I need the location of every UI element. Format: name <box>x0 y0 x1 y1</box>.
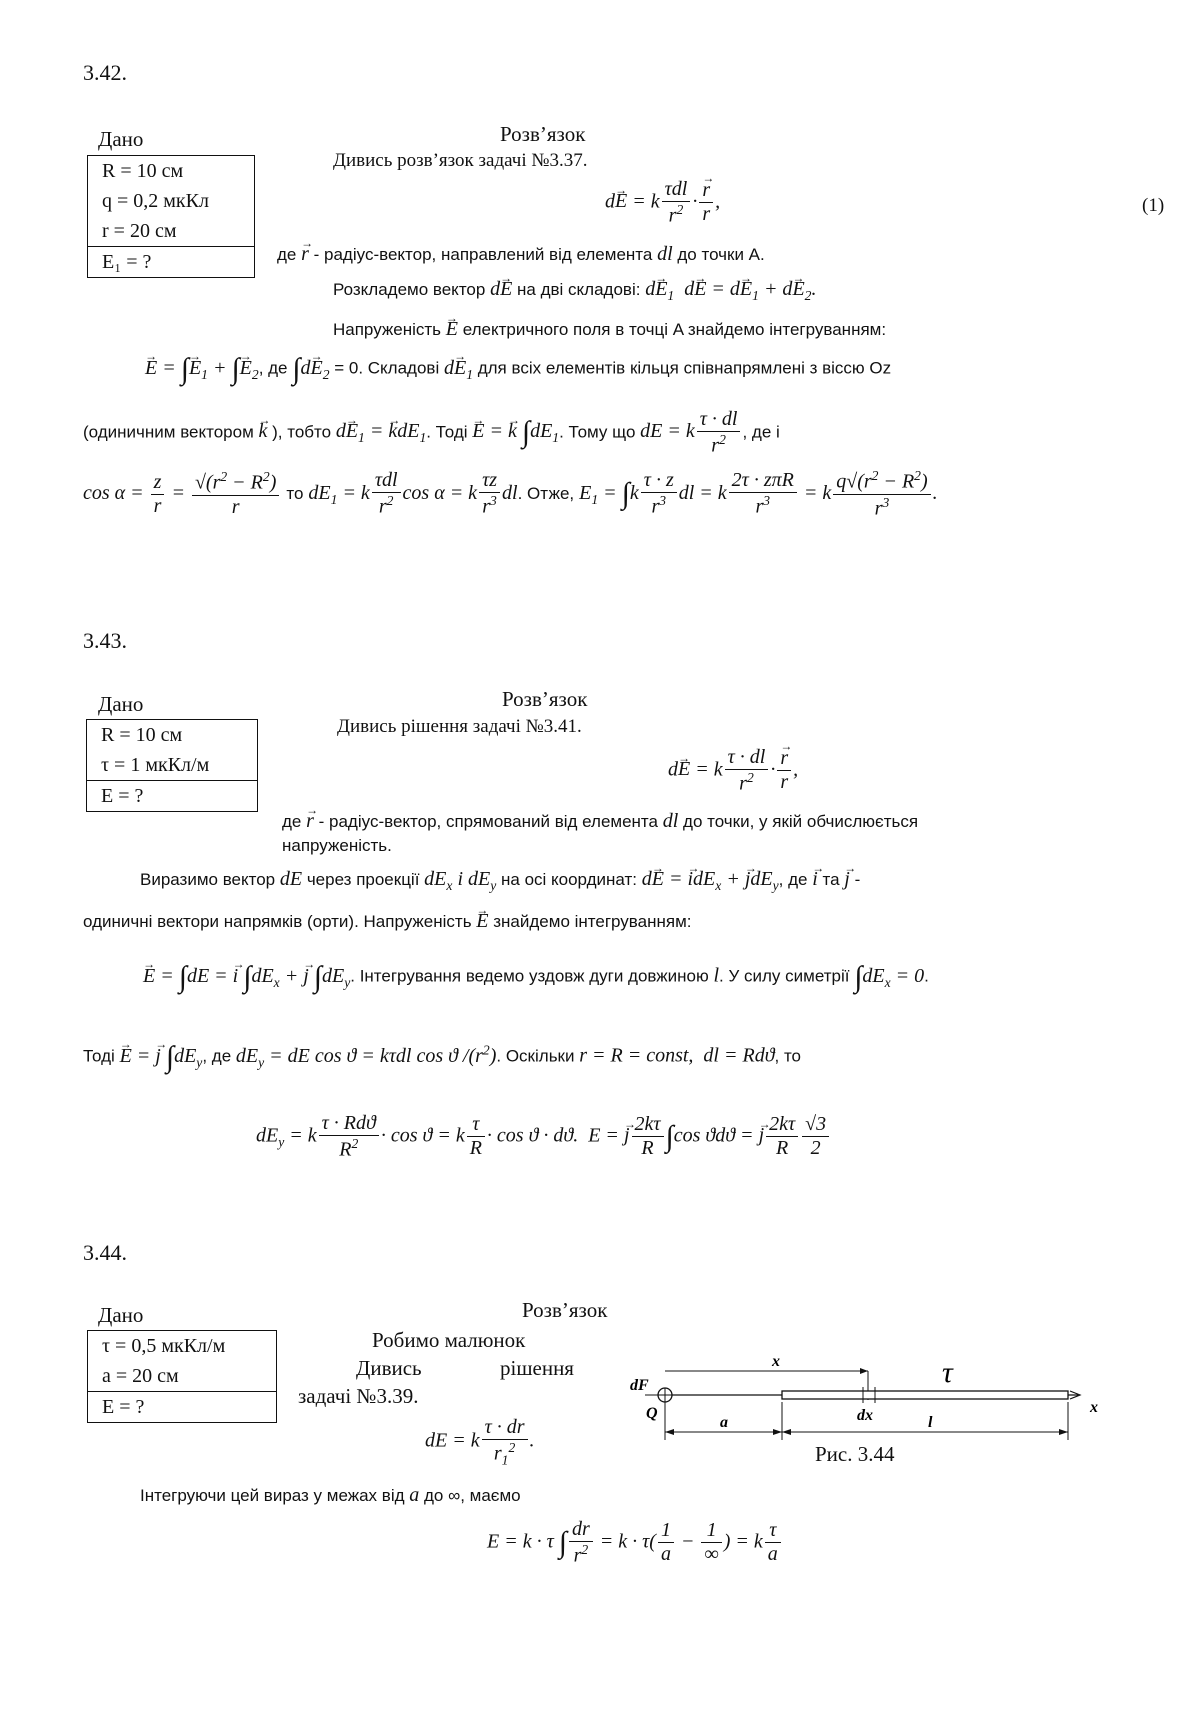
text: (одиничним вектором <box>83 422 254 442</box>
arrow-head <box>773 1429 782 1435</box>
problem-number-3-43: 3.43. <box>83 628 127 653</box>
text: через проекції <box>306 870 420 889</box>
text: на осі координат: <box>501 870 638 889</box>
given-item: τ = 1 мкКл/м <box>101 754 210 776</box>
label-l: l <box>928 1414 933 1431</box>
text: - радіус-вектор, спрямований від елемента <box>318 812 658 831</box>
text-line: (одиничним вектором → k ), тобто $d\to E_1$ = → kdE$_1$. Тоді → E = → k $\int dE_1$. Тому що dE = k $\frac{\tau \cdot dl}{r^2}$ , де і <box>83 408 780 458</box>
label-x-axis: x <box>1090 1399 1098 1416</box>
text: , де <box>258 358 288 378</box>
given-item: R = 10 см <box>101 724 183 746</box>
given-box <box>87 155 255 278</box>
given-label: Дано <box>98 692 144 716</box>
text: напруженість. <box>282 836 392 855</box>
text: на дві складові: <box>517 280 641 299</box>
text-line: Виразимо вектор dE через проекції $dE_x$ і $dE_y$ на осі координат: d→ E = → idE$_x$ + → jdE$_y$, де → i та → j - <box>140 868 860 894</box>
text: Виразимо вектор <box>140 870 276 889</box>
text: Робимо малюнок <box>372 1328 526 1352</box>
problem-number-3-44: 3.44. <box>83 1240 127 1265</box>
figure-caption: Рис. 3.44 <box>815 1442 895 1466</box>
text: . Отже, <box>517 483 575 503</box>
text: , то <box>774 1046 802 1066</box>
text: . Тоді <box>426 422 468 442</box>
text-line: Тоді → E = → j $\int dE_y$, де $dE_y$ = dE cos ϑ = kτdl cos ϑ $/(r^2)$. Оскільки r = R = const, dl = Rdϑ, то <box>83 1040 801 1074</box>
reference-text: Дивись розв’язок задачі №3.37. <box>333 150 588 171</box>
text: , де і <box>742 422 780 442</box>
find-item: E₁ = ? <box>88 246 254 277</box>
text: . Інтегрування ведемо уздовж дуги довжиною <box>350 966 709 986</box>
formula-line: cos α = $\frac{z}{r}$ = $\frac{√(r^2 - R^2)}{r}$ то $dE_1 = k$ $\frac{\text{τdl}}{r^2}$ cos α = k $\frac{\tau z}{r^3}$ dl. Отже, $E_1 = \int k$ $\frac{\tau \cdot z}{r^3}$ dl = k $\frac{\text{2τ · zπR}}{r^3}$ = k $\frac{q√(r^2 - R^2)}{r^3}$ . <box>83 468 938 520</box>
label-df: dF <box>630 1377 649 1394</box>
label-q: Q <box>646 1405 658 1422</box>
charged-rod <box>782 1391 1068 1399</box>
text: ), тобто <box>272 422 332 442</box>
text: для всіх елементів кільця співнапрямлені з віссю Oz <box>477 358 892 378</box>
label-a: a <box>720 1414 728 1431</box>
given-item: τ = 0,5 мкКл/м <box>102 1335 226 1357</box>
equation-number: (1) <box>1142 195 1165 216</box>
given-box <box>86 719 258 812</box>
problem-number-3-42: 3.42. <box>83 60 127 85</box>
given-box <box>87 1330 277 1423</box>
label-tau: τ <box>942 1356 953 1389</box>
text-line: одиничні вектори напрямків (орти). Напруженість → E знайдемо інтегруванням: <box>83 910 692 933</box>
text-line: де → r - радіус-вектор, спрямований від елемента dl до точки, у якій обчислюється <box>282 810 918 833</box>
solution-label: Розв’язок <box>502 687 588 711</box>
arrow-head <box>860 1368 868 1374</box>
text: . Оскільки <box>496 1046 575 1066</box>
text: до точки, у якій обчислюється <box>683 812 919 831</box>
text-line: Інтегруючи цей вираз у межах від a до ∞, маємо <box>140 1484 521 1506</box>
figure-3-44 <box>620 1350 1100 1450</box>
formula-de: d→ E = k $\frac{\tau \cdot dl}{r^2}$ · → $\frac{r}{r}$ , <box>668 746 798 796</box>
text: Напруженість <box>333 320 442 339</box>
label-x: x <box>772 1353 780 1370</box>
arrow-head <box>782 1429 791 1435</box>
solution-label: Розв’язок <box>500 122 586 146</box>
text-line: → E = ∫dE = → i $\int dE_x$ + → j $\int dE_y$. Інтегрування ведемо уздовж дуги довжиною l. У силу симетрії $\int dE_x = 0$. <box>143 960 929 994</box>
label-dx: dx <box>857 1407 873 1424</box>
given-item: a = 20 см <box>102 1365 179 1387</box>
text: , де <box>778 870 808 889</box>
given-label: Дано <box>98 1303 144 1327</box>
text-line: Розкладемо вектор d→ E на дві складові: $d\to E_1$ $d\to E = d\to E_1 + d\to E_2$. <box>333 278 816 304</box>
text: . У силу симетрії <box>719 966 850 986</box>
text-line: Напруженість → E електричного поля в точці A знайдемо інтегруванням: <box>333 318 886 341</box>
text: = 0. Складові <box>334 358 440 378</box>
text: то <box>286 483 304 503</box>
given-label: Дано <box>98 127 144 151</box>
text: до ∞, маємо <box>423 1486 521 1505</box>
text: знайдемо інтегруванням: <box>493 912 692 931</box>
arrow-head <box>1059 1429 1068 1435</box>
formula-de: dE = k $\frac{\tau \cdot dr}{r_1^2}$ . <box>425 1416 535 1468</box>
given-item: R = 10 см <box>102 160 184 182</box>
find-item: E = ? <box>87 780 257 811</box>
text: , де <box>202 1046 232 1066</box>
text: задачі №3.39. <box>298 1384 419 1408</box>
text: Інтегруючи цей вираз у межах від <box>140 1486 405 1505</box>
find-item: E = ? <box>88 1391 276 1422</box>
text: рішення <box>500 1356 574 1380</box>
text: до точки A. <box>677 245 765 264</box>
formula-line: E = k · τ ∫ $\frac{dr}{r^2}$ = k · τ( $\frac{1}{a}$ − $\frac{1}{\infty}$ ) = k $\frac{\tau}{a}$ <box>487 1518 783 1568</box>
reference-text: Дивись рішення задачі №3.41. <box>337 716 582 737</box>
given-item: q = 0,2 мкКл <box>102 190 209 212</box>
text: електричного поля в точці A знайдемо інтегруванням: <box>462 320 887 339</box>
text: Розкладемо вектор <box>333 280 486 299</box>
formula-line: $dE_y = k$ $\frac{\text{τ · Rdϑ}}{R^2}$ · cos ϑ = k $\frac{\tau}{R}$ · cos ϑ · dϑ. E = → j $\frac{2k\tau}{R}$ ∫cos ϑdϑ = → j $\frac{2k\tau}{R}$ $\frac{√3}{2}$ <box>256 1112 831 1162</box>
formula-de: d→ E = k $\frac{\text{τdl}}{r^2}$ · → $\frac{r}{r}$ , <box>605 178 720 228</box>
text: - радіус-вектор, направлений від елемента <box>313 245 653 264</box>
text-line: де → r - радіус-вектор, направлений від елемента dl до точки A. <box>277 243 765 266</box>
given-item: r = 20 см <box>102 220 177 242</box>
text: одиничні вектори напрямків (орти). Напруженість <box>83 912 472 931</box>
text: . Тому що <box>559 422 636 442</box>
text: Дивись <box>356 1356 422 1380</box>
text: Тоді <box>83 1046 115 1066</box>
arrow-head <box>665 1429 674 1435</box>
text: та <box>822 870 840 889</box>
text-line: → E = ∫→ $E_1$ + ∫→ $E_2$, де $\int d\to E_2 = 0$. Складові $d\to E_1$ для всіх елементів кільця співнапрямлені з віссю Oz <box>145 352 891 386</box>
solution-label: Розв’язок <box>522 1298 608 1322</box>
